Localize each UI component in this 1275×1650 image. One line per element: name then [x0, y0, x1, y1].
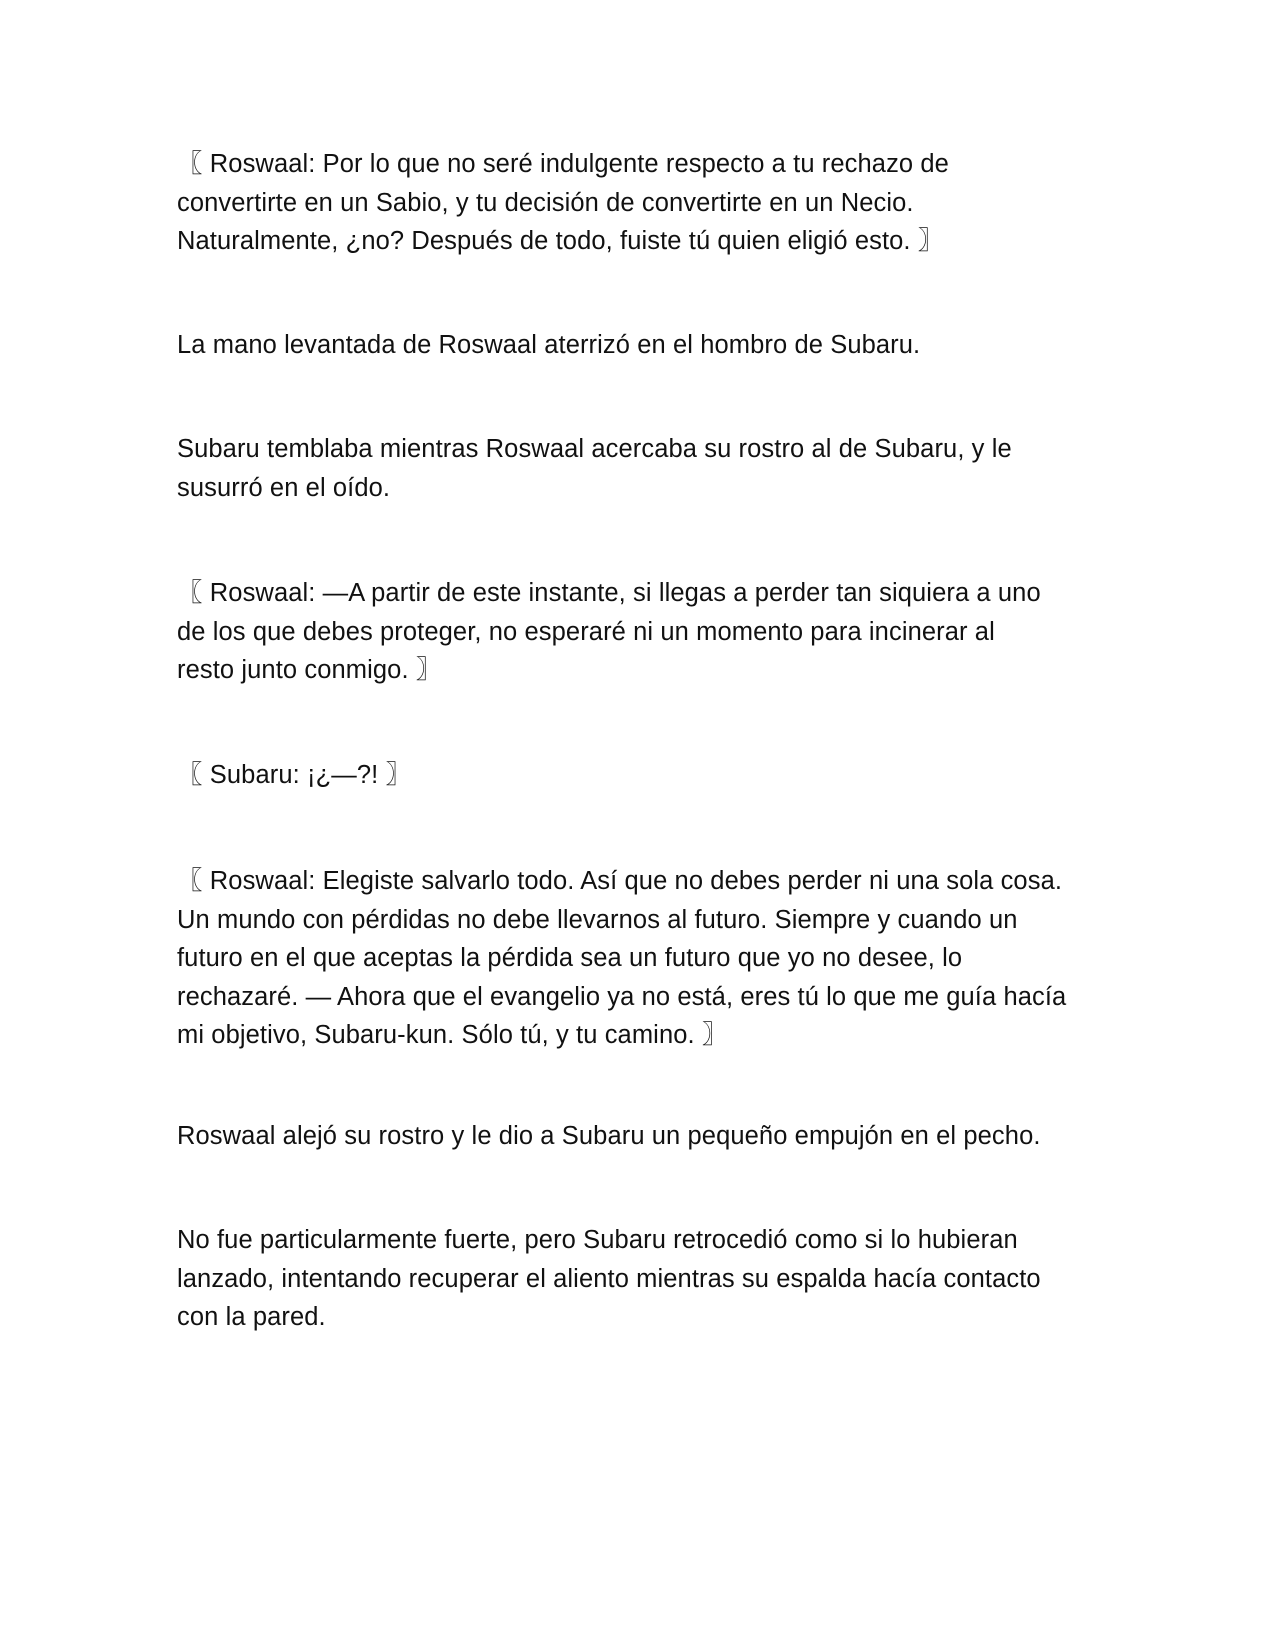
paragraph-narration-1 — [177, 326, 1097, 365]
text-line: Naturalmente, ¿no? Después de todo, fuiste tú quien eligió esto. 〗 — [177, 227, 944, 255]
text-line: convertirte en un Sabio, y tu decisión de convertirte en un Necio. — [177, 188, 914, 217]
text-line: Un mundo con pérdidas no debe llevarnos al futuro. Siempre y cuando un — [177, 905, 1018, 934]
text-line: de los que debes proteger, no esperaré ni un momento para incinerar al — [177, 617, 995, 646]
text-line: susurró en el oído. — [177, 473, 391, 502]
paragraph-narration-3 — [177, 1117, 1097, 1156]
text-line: lanzado, intentando recuperar el aliento mientras su espalda hacía contacto — [177, 1264, 1041, 1293]
text-line: futuro en el que aceptas la pérdida sea un futuro que yo no desee, lo — [177, 944, 963, 972]
text-line: No fue particularmente fuerte, pero Subaru retrocedió como si lo hubieran — [177, 1226, 1018, 1254]
paragraph-roswaal-dialogue-2 — [177, 574, 1097, 690]
text-line: 〖 Roswaal: —A partir de este instante, si llegas a perder tan siquiera a uno — [177, 579, 1041, 607]
text-line: 〖 Roswaal: Por lo que no seré indulgente respecto a tu rechazo de — [177, 150, 949, 178]
text-line: Roswaal alejó su rostro y le dio a Subaru un pequeño empujón en el pecho. — [177, 1122, 1041, 1150]
paragraph-narration-4 — [177, 1221, 1097, 1337]
text-line: 〖 Subaru: ¡¿—?! 〗 — [177, 761, 412, 789]
text-line: mi objetivo, Subaru-kun. Sólo tú, y tu camino. 〗 — [177, 1021, 728, 1049]
paragraph-roswaal-dialogue-1 — [177, 145, 1097, 261]
text-line: rechazaré. — Ahora que el evangelio ya no está, eres tú lo que me guía hacía — [177, 982, 1067, 1011]
text-line: Subaru temblaba mientras Roswaal acercaba su rostro al de Subaru, y le — [177, 435, 1012, 463]
paragraph-subaru-dialogue — [177, 756, 1097, 795]
text-line: La mano levantada de Roswaal aterrizó en el hombro de Subaru. — [177, 331, 921, 359]
paragraph-narration-2 — [177, 430, 1097, 507]
text-line: con la pared. — [177, 1303, 326, 1331]
text-line: resto junto conmigo. 〗 — [177, 656, 442, 684]
paragraph-roswaal-dialogue-3 — [177, 862, 1097, 1055]
text-line: 〖 Roswaal: Elegiste salvarlo todo. Así que no debes perder ni una sola cosa. — [177, 867, 1063, 895]
